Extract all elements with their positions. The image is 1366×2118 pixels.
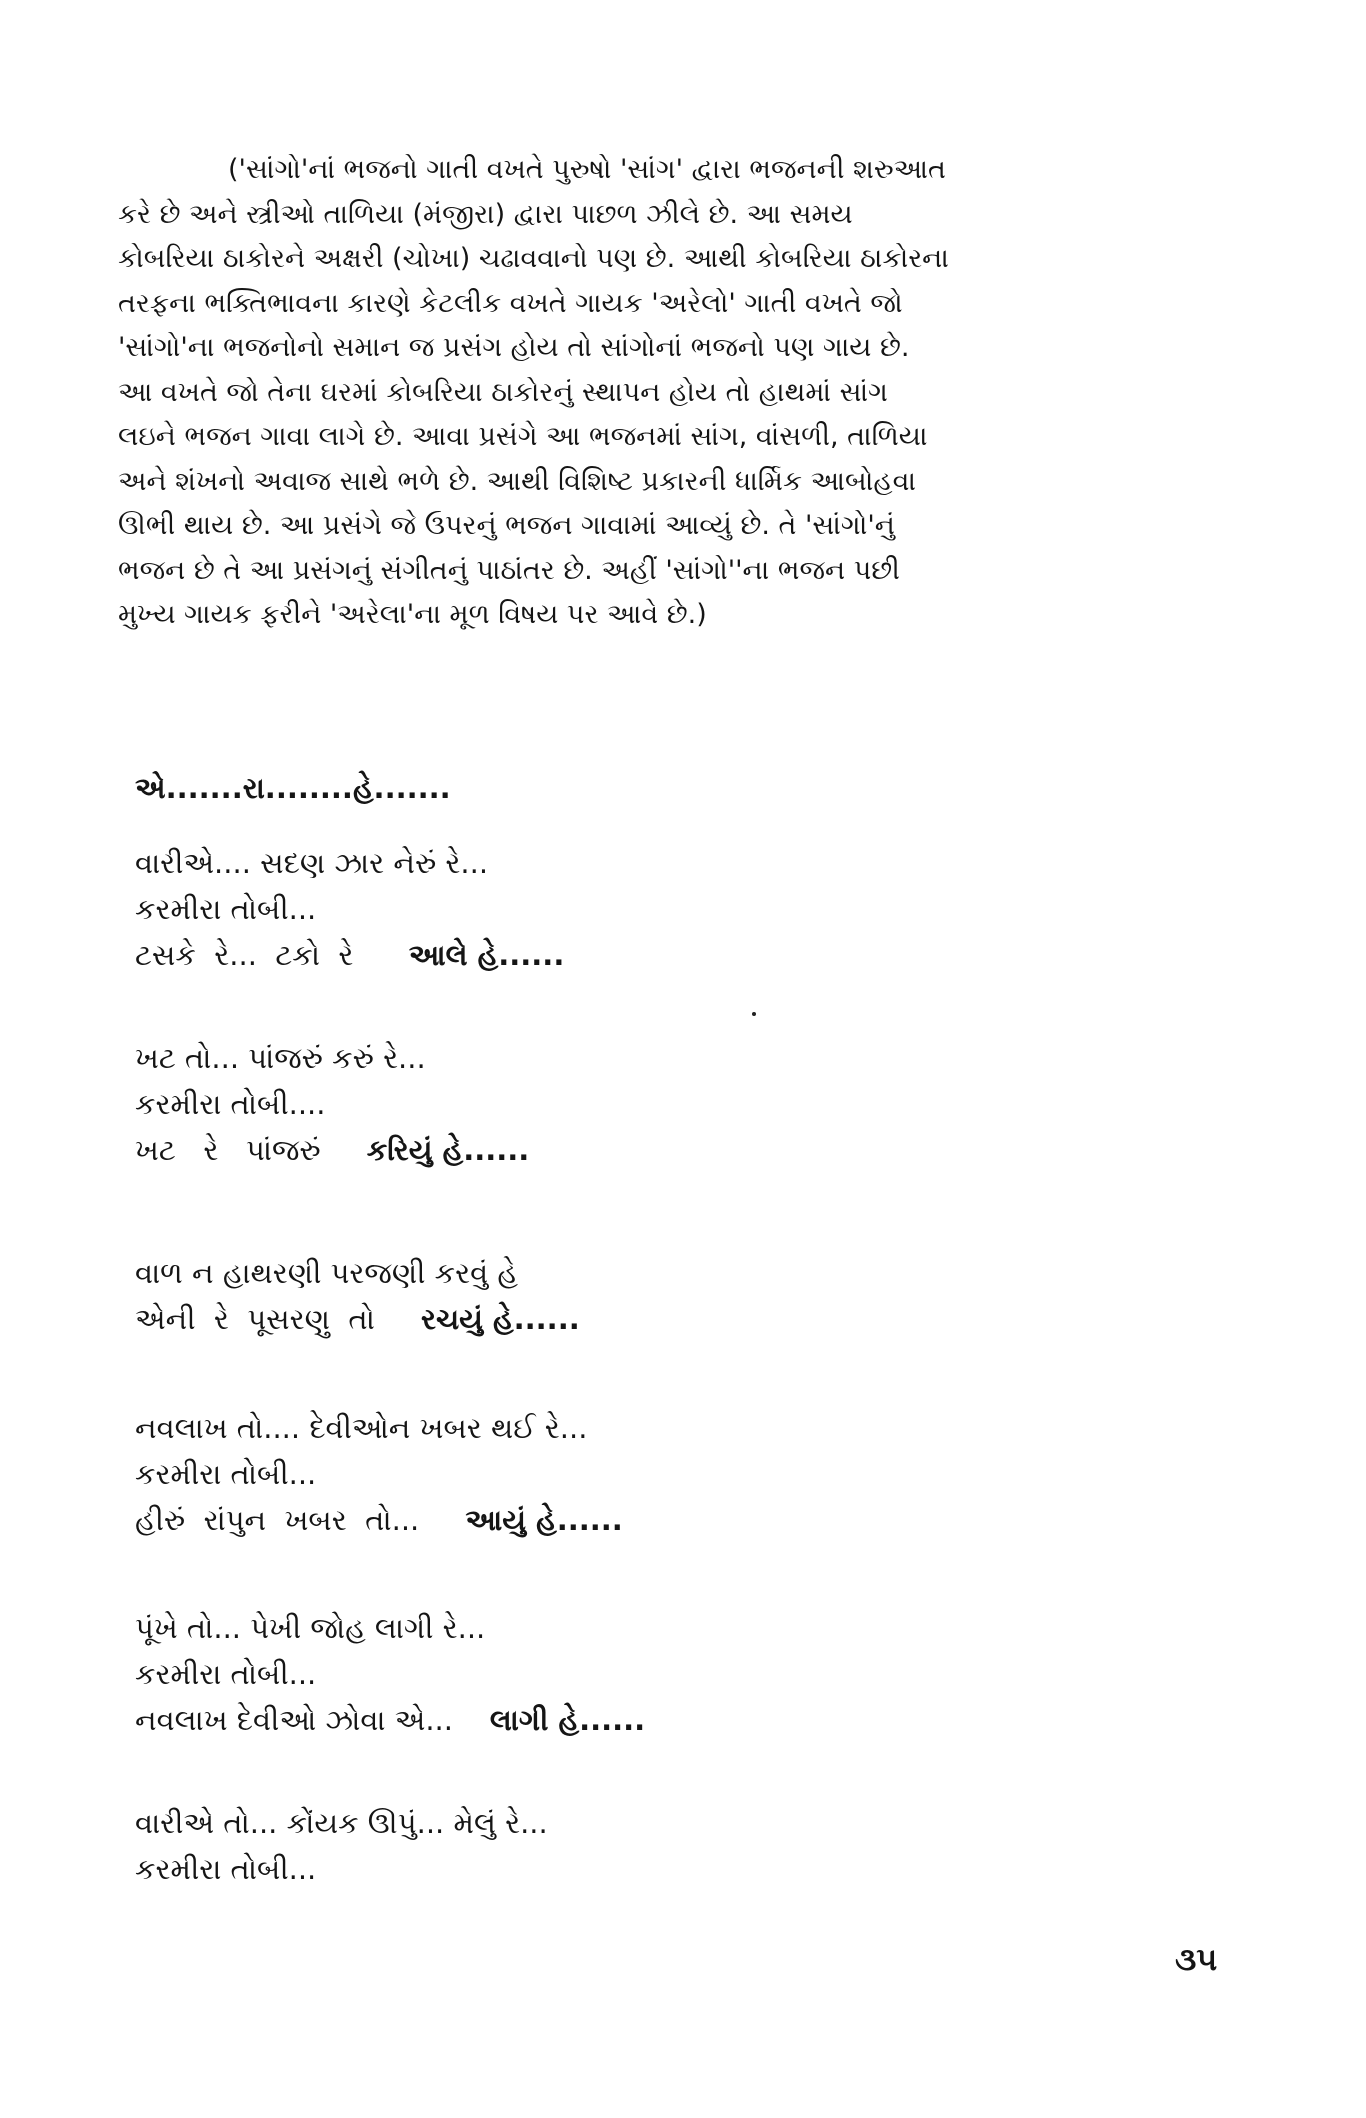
verse-line: એ.......રા........હે.......	[135, 771, 451, 805]
intro-line: મુખ્ય ગાયક ફરીને 'અરેલા'ના મૂળ વિષય પર આવે છે.)	[118, 599, 707, 630]
verse-line-text: ટસકે રે... ટકો રે	[135, 938, 409, 972]
verse-stanza-3	[135, 1250, 580, 1342]
verse-stanza-4	[135, 1405, 623, 1543]
verse-line: કરમીરા તોબી...	[135, 892, 317, 926]
verse-line-text: હીરું રાંપુન ખબર તો...	[135, 1503, 466, 1537]
intro-line: 'સાંગો'ના ભજનોનો સમાન જ પ્રસંગ હોય તો સાંગોનાં ભજનો પણ ગાય છે.	[118, 332, 910, 363]
verse-line-refrain: રચયું હે......	[420, 1302, 580, 1336]
verse-refrain	[135, 765, 451, 811]
verse-line: પૂંખે તો... પેખી જોહ લાગી રે...	[135, 1611, 486, 1645]
verse-line-text: નવલાખ દેવીઓ ઝોવા એ...	[135, 1703, 490, 1737]
verse-line: કરમીરા તોબી...	[135, 1852, 317, 1886]
intro-line: ઊભી થાય છે. આ પ્રસંગે જે ઉપરનું ભજન ગાવામાં આવ્યું છે. તે 'સાંગો'નું	[118, 510, 895, 541]
intro-paragraph	[118, 148, 1268, 638]
verse-line	[135, 1697, 645, 1743]
verse-stanza-1	[135, 840, 564, 978]
verse-line	[135, 1296, 580, 1342]
verse-stanza-6	[135, 1800, 548, 1892]
intro-line: કોબરિયા ઠાકોરને અક્ષરી (ચોખા) ચઢાવવાનો પણ છે. આથી કોબરિયા ઠાકોરના	[118, 243, 949, 274]
verse-line-refrain: આલે હે......	[408, 938, 565, 972]
verse-line: કરમીરા તોબી...	[135, 1657, 317, 1691]
verse-line	[135, 1127, 529, 1173]
verse-line: વારીએ.... સદણ ઝાર નેરું રે...	[135, 846, 489, 880]
verse-line	[135, 1497, 623, 1543]
page-number: ૩૫	[1175, 1940, 1218, 1978]
intro-line: કરે છે અને સ્ત્રીઓ તાળિયા (મંજીરા) દ્વારા પાછળ ઝીલે છે. આ સમય	[118, 198, 853, 230]
intro-line: ભજન છે તે આ પ્રસંગનું સંગીતનું પાઠાંતર છે. અહીં 'સાંગો''ના ભજન પછી	[118, 554, 900, 586]
intro-line: લઇને ભજન ગાવા લાગે છે. આવા પ્રસંગે આ ભજનમાં સાંગ, વાંસળી, તાળિયા	[118, 421, 928, 452]
intro-line: અને શંખનો અવાજ સાથે ભળે છે. આથી વિશિષ્ટ પ્રકારની ધાર્મિક આબોહવા	[118, 465, 917, 497]
verse-line-text: એની રે પૂસરણુ તો	[135, 1302, 421, 1336]
intro-line: ('સાંગો'નાં ભજનો ગાતી વખતે પુરુષો 'સાંગ' દ્વારા ભજનની શરુઆત	[228, 154, 946, 185]
verse-line: ખટ તો... પાંજરું કરું રે...	[135, 1041, 426, 1075]
verse-stanza-5	[135, 1605, 645, 1743]
verse-line: કરમીરા તોબી....	[135, 1087, 326, 1121]
verse-line-refrain: કરિયું હે......	[366, 1133, 530, 1167]
verse-line	[135, 932, 564, 978]
verse-line-refrain: આયું હે......	[465, 1503, 623, 1537]
intro-line: આ વખતે જો તેના ઘરમાં કોબરિયા ઠાકોરનું સ્થાપન હોય તો હાથમાં સાંગ	[118, 376, 888, 408]
verse-line-text: ખટ રે પાંજરું	[135, 1133, 367, 1167]
verse-line-refrain: લાગી હે......	[489, 1703, 646, 1737]
stray-dot	[752, 1012, 756, 1016]
verse-line: કરમીરા તોબી...	[135, 1457, 317, 1491]
verse-line: વાળ ન હાથરણી પરજણી કરવું હે	[135, 1256, 519, 1290]
verse-line: નવલાખ તો.... દેવીઓન ખબર થઈ રે...	[135, 1411, 588, 1445]
intro-line: તરફના ભક્તિભાવના કારણે કેટલીક વખતે ગાયક 'અરેલો' ગાતી વખતે જો	[118, 287, 903, 319]
verse-stanza-2	[135, 1035, 529, 1173]
verse-line: વારીએ તો... કોંયક ઊપું... મેલું રે...	[135, 1806, 548, 1840]
